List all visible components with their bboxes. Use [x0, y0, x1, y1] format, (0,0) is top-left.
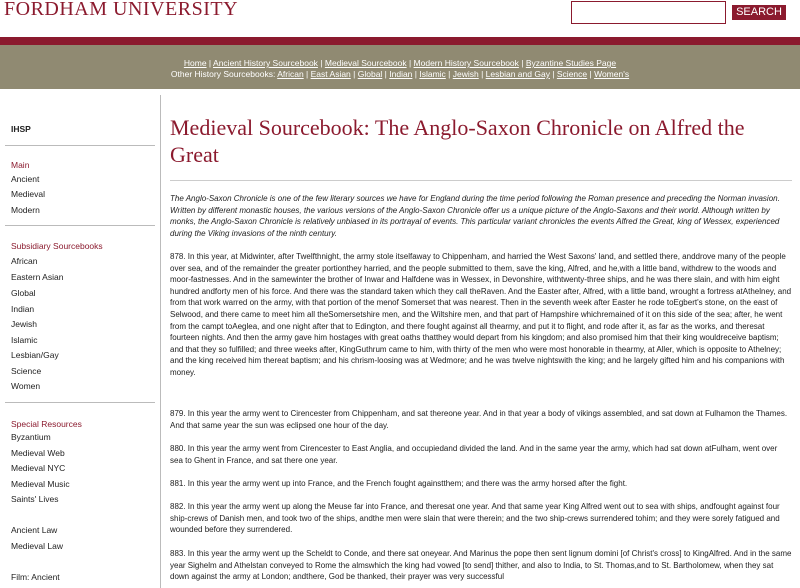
nav-link-medieval[interactable]: Medieval Sourcebook — [324, 58, 407, 68]
nav-other-label: Other History Sourcebooks: — [170, 69, 276, 79]
nav-link-byzantine[interactable]: Byzantine Studies Page — [525, 58, 617, 68]
sidebar-heading-special: Special Resources — [11, 419, 82, 429]
chronicle-entry-879: 879. In this year the army went to Cirencester from Chippenham, and sat thereone year. And in that year a body of vikings assembled, and sat down at Fulhamon the Thames. And that same year the sun was eclipsed one hour of the day. — [170, 409, 788, 430]
title-divider — [170, 180, 792, 181]
sidebar-heading-main: Main — [11, 160, 30, 170]
sourcebook-nav — [0, 45, 800, 89]
chronicle-entry-883: 883. In this year the army went up the Scheldt to Conde, and there sat oneyear. And Marinus the pope then sent lignum domini [of Christ's cross] to KingAlfred. And in the same year Sighelm and Athelstan conveyed to Rome the almswhich the king had vowed [to send] thither, and also to India, to St. Thomas,and to St. Bartholomew, when they sat down against the army at London; andthere, God be thanked, their prayer was very successful — [170, 549, 792, 582]
sidebar-item-medieval-music[interactable]: Medieval Music — [11, 479, 70, 489]
chronicle-entry-881: 881. In this year the army went up into France, and the French fought againstthem; and there was the army horsed after the fight. — [170, 479, 628, 488]
sidebar-item-film-ancient[interactable]: Film: Ancient — [11, 572, 60, 582]
sidebar-item-ancient-law[interactable]: Ancient Law — [11, 525, 58, 535]
intro-paragraph: The Anglo-Saxon Chronicle is one of the few literary sources we have for England during the time period following the Roman presence and preceding the Norman invasion. Written by different monastic houses, the various versions of the Anglo-Saxon Chronicle offer us a unique picture of the Anglo-Saxons and their world. Although written by monks, the Anglo-Saxon Chronicle is relatively unbiased in its portrayal of events. This particular variant chronicles the events Alfred the Great, king of Wessex, experienced during the Viking invasions of the ninth century. — [170, 194, 780, 238]
sidebar-item-ancient[interactable]: Ancient — [11, 174, 40, 184]
sidebar-item-jewish[interactable]: Jewish — [11, 319, 37, 329]
nav-link-indian[interactable]: Indian — [389, 69, 413, 79]
sidebar-item-medieval-web[interactable]: Medieval Web — [11, 448, 65, 458]
nav-link-womens[interactable]: Women's — [594, 69, 630, 79]
sidebar-item-medieval-nyc[interactable]: Medieval NYC — [11, 463, 66, 473]
sidebar-divider — [160, 95, 161, 588]
chronicle-entry-882: 882. In this year the army went up along the Meuse far into France, and theresat one year. And that same year King Alfred went out to sea with ships, andfought against four ship-crews of Danish men, and took two of the ships, andthe men were slain that were therein; and the two ship-crews surrendered tohim; and they were sorely fatigued and wounded before they surrendered. — [170, 502, 780, 535]
sidebar-item-medieval-law[interactable]: Medieval Law — [11, 541, 63, 551]
sidebar-divider-line — [5, 145, 155, 146]
nav-link-jewish[interactable]: Jewish — [452, 69, 479, 79]
nav-link-global[interactable]: Global — [357, 69, 383, 79]
sidebar-item-eastern-asian[interactable]: Eastern Asian — [11, 272, 64, 282]
sidebar-item-global[interactable]: Global — [11, 288, 36, 298]
nav-link-lesbian-gay[interactable]: Lesbian and Gay — [485, 69, 550, 79]
sidebar-item-islamic[interactable]: Islamic — [11, 335, 38, 345]
sidebar-item-byzantium[interactable]: Byzantium — [11, 432, 51, 442]
sidebar-ihsp[interactable]: IHSP — [11, 124, 31, 134]
site-header — [0, 0, 800, 36]
sidebar-heading-subsidiary: Subsidiary Sourcebooks — [11, 241, 103, 251]
nav-link-east-asian[interactable]: East Asian — [310, 69, 351, 79]
sidebar-item-saints-lives[interactable]: Saints' Lives — [11, 494, 59, 504]
nav-link-islamic[interactable]: Islamic — [419, 69, 446, 79]
search-button[interactable]: SEARCH — [732, 5, 786, 20]
sidebar-item-science[interactable]: Science — [11, 366, 42, 376]
nav-link-modern[interactable]: Modern History Sourcebook — [413, 58, 519, 68]
nav-row-other: Other History Sourcebooks: African | East Asian | Global | Indian | Islamic | Jewish | Lesbian and Gay | Science | Women's — [170, 69, 630, 79]
sidebar-item-modern[interactable]: Modern — [11, 205, 40, 215]
sidebar-divider-line — [5, 225, 155, 226]
page-title: Medieval Sourcebook: The Anglo-Saxon Chronicle on Alfred the Great — [170, 115, 745, 167]
nav-row-primary: Home | Ancient History Sourcebook | Medieval Sourcebook | Modern History Sourcebook | Byzantine Studies Page — [183, 58, 617, 68]
sidebar-item-women[interactable]: Women — [11, 381, 41, 391]
sidebar-item-indian[interactable]: Indian — [11, 304, 35, 314]
sidebar-item-medieval[interactable]: Medieval — [11, 189, 46, 199]
nav-link-home[interactable]: Home — [183, 58, 207, 68]
sidebar-divider-line — [5, 402, 155, 403]
search-input[interactable] — [571, 1, 726, 24]
nav-link-science[interactable]: Science — [556, 69, 588, 79]
chronicle-entry-878: 878. In this year, at Midwinter, after Twelfthnight, the army stole itselfaway to Chippenham, and harried the West Saxons' land, and settled there, anddrove many of the people over sea, and of the remainder the greater portionthey harried, and the people submitted to them, save the king, Alfred, and he,with a little band, withdrew to the woods and moor-fastnesses. And in the samewinter the brother of Inwar and Halfdene was in Wessex, in Devonshire, withtwenty-three ships, and he was there slain, and with him eight hundred andforty men of his force. And there was the standard taken which they call theRaven. And the Easter after, Alfred, with a little band, wrought a fortress atAthelney, and from that work warred on the army, with that portion of the menof Somerset that was nearest. Then in the seventh week after Easter he rode toEgbert's stone, on the east of Selwood, and there came to meet him all theSomersetshire men, and the Wiltshire men, and that part of Hampshire whichremained of it on this side of the sea; after, he went from the campt toAeglea, and one night after that to Edington, and there fought against all thearmy, and put it to flight, and rode after it, as far as the works, and theresat fourteen nights. And then the army gave him hostages with great oaths thatthey would depart from his kingdom; and also promised him that their king wouldreceive baptism; and that they so fulfilled; and three weeks after, KingGuthrum came to him, with thirty of the men who were most honorable in thearmy, at Aller, which is opposite to Athelney; and the king received him thereat baptism; and his chrism-loosing was at Wedmore; and he was twelve nightswith the king; and he largely gifted him and his companions with money. — [170, 252, 792, 377]
nav-link-african[interactable]: African — [277, 69, 304, 79]
sidebar-item-african[interactable]: African — [11, 256, 38, 266]
fordham-logo[interactable]: FORDHAM UNIVERSITY — [4, 0, 239, 20]
nav-link-ancient[interactable]: Ancient History Sourcebook — [213, 58, 318, 68]
sidebar-item-lesbian-gay[interactable]: Lesbian/Gay — [11, 350, 59, 360]
brand-bar — [0, 37, 800, 45]
chronicle-entry-880: 880. In this year the army went from Cirencester to East Anglia, and occupiedand divided the land. And in the same year the army, which had sat down atFulham, went over sea to Ghent in France, and sat there one year. — [170, 444, 778, 465]
